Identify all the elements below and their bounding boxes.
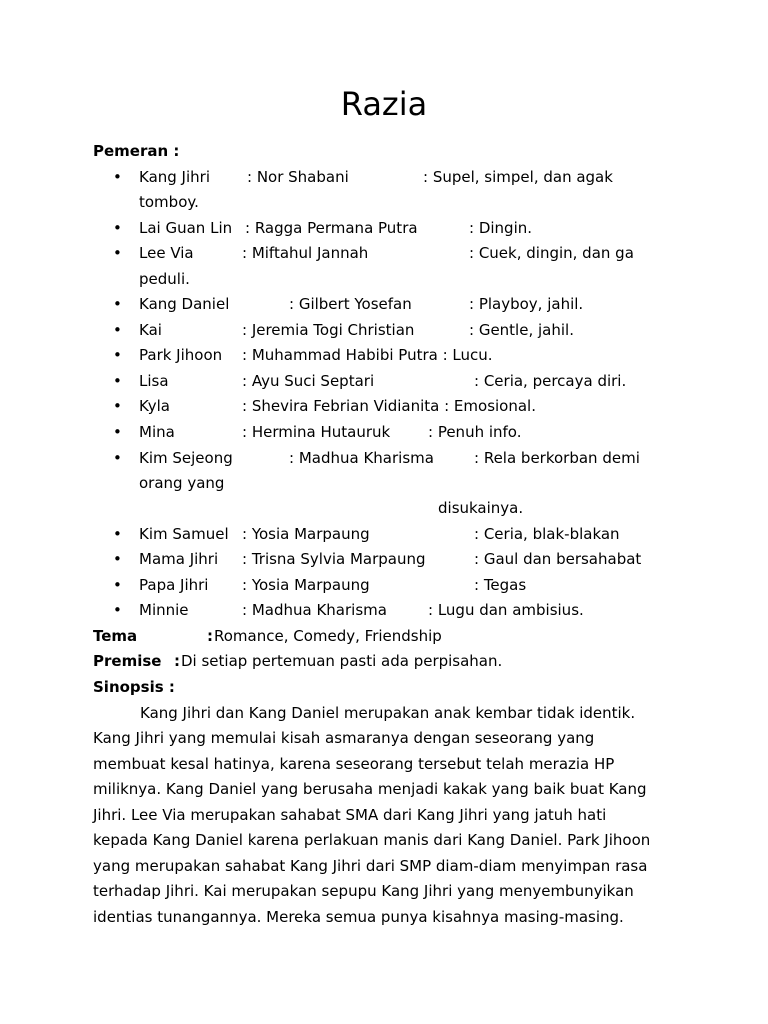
cast-role: Park Jihoon bbox=[139, 346, 223, 364]
bullet-icon: • bbox=[113, 244, 122, 262]
cast-actor: : Muhammad Habibi Putra : Lucu. bbox=[242, 346, 493, 364]
sinopsis-line: Kang Jihri yang memulai kisah asmaranya dengan seseorang yang bbox=[93, 729, 595, 747]
bullet-icon: • bbox=[113, 346, 122, 364]
sinopsis-line: yang merupakan sahabat Kang Jihri dari SMP diam-diam menyimpan rasa bbox=[93, 857, 648, 875]
cast-trait: : Penuh info. bbox=[428, 423, 522, 441]
premise-colon: : bbox=[174, 652, 180, 670]
bullet-icon: • bbox=[113, 372, 122, 390]
cast-trait-continued-2: disukainya. bbox=[438, 499, 524, 517]
cast-actor: : Jeremia Togi Christian bbox=[242, 321, 415, 339]
cast-role: Minnie bbox=[139, 601, 189, 619]
cast-trait-continued: peduli. bbox=[139, 270, 190, 288]
bullet-icon: • bbox=[113, 397, 122, 415]
premise-label: Premise bbox=[93, 652, 162, 670]
sinopsis-line: miliknya. Kang Daniel yang berusaha menjadi kakak yang baik buat Kang bbox=[93, 780, 647, 798]
sinopsis-line: Jihri. Lee Via merupakan sahabat SMA dari Kang Jihri yang jatuh hati bbox=[93, 806, 607, 824]
sinopsis-line: terhadap Jihri. Kai merupakan sepupu Kang Jihri yang menyembunyikan bbox=[93, 882, 634, 900]
cast-trait: : Supel, simpel, dan agak bbox=[423, 168, 613, 186]
sinopsis-line: identias tunangannya. Mereka semua punya kisahnya masing-masing. bbox=[93, 908, 624, 926]
bullet-icon: • bbox=[113, 219, 122, 237]
cast-heading: Pemeran : bbox=[93, 142, 180, 160]
sinopsis-line: membuat kesal hatinya, karena seseorang tersebut telah merazia HP bbox=[93, 755, 615, 773]
cast-actor: : Hermina Hutauruk bbox=[242, 423, 391, 441]
cast-role: Kang Jihri bbox=[139, 168, 210, 186]
cast-actor: : Nor Shabani bbox=[247, 168, 349, 186]
cast-trait: : Gaul dan bersahabat bbox=[474, 550, 642, 568]
cast-role: Kai bbox=[139, 321, 162, 339]
cast-trait: : Rela berkorban demi bbox=[474, 449, 640, 467]
bullet-icon: • bbox=[113, 423, 122, 441]
bullet-icon: • bbox=[113, 550, 122, 568]
cast-actor: : Trisna Sylvia Marpaung bbox=[242, 550, 426, 568]
sinopsis-line: kepada Kang Daniel karena perlakuan manis dari Kang Daniel. Park Jihoon bbox=[93, 831, 651, 849]
cast-actor: : Madhua Kharisma bbox=[242, 601, 387, 619]
cast-trait: : Playboy, jahil. bbox=[469, 295, 584, 313]
cast-trait: : Cuek, dingin, dan ga bbox=[469, 244, 634, 262]
cast-actor: : Shevira Febrian Vidianita : Emosional. bbox=[242, 397, 536, 415]
tema-value: Romance, Comedy, Friendship bbox=[214, 627, 442, 645]
premise-value: Di setiap pertemuan pasti ada perpisahan. bbox=[181, 652, 503, 670]
cast-actor: : Yosia Marpaung bbox=[242, 525, 370, 543]
cast-trait-continued: orang yang bbox=[139, 474, 225, 492]
cast-actor: : Ragga Permana Putra bbox=[245, 219, 418, 237]
cast-trait: : Gentle, jahil. bbox=[469, 321, 574, 339]
cast-role: Kim Sejeong bbox=[139, 449, 233, 467]
cast-role: Lee Via bbox=[139, 244, 194, 262]
bullet-icon: • bbox=[113, 449, 122, 467]
bullet-icon: • bbox=[113, 601, 122, 619]
cast-actor: : Madhua Kharisma bbox=[289, 449, 434, 467]
bullet-icon: • bbox=[113, 295, 122, 313]
tema-label: Tema bbox=[93, 627, 138, 645]
sinopsis-heading: Sinopsis : bbox=[93, 678, 175, 696]
bullet-icon: • bbox=[113, 525, 122, 543]
cast-role: Mama Jihri bbox=[139, 550, 219, 568]
bullet-icon: • bbox=[113, 576, 122, 594]
tema-colon: : bbox=[207, 627, 213, 645]
cast-role: Papa Jihri bbox=[139, 576, 209, 594]
cast-trait: : Dingin. bbox=[469, 219, 533, 237]
cast-actor: : Yosia Marpaung bbox=[242, 576, 370, 594]
cast-trait: : Tegas bbox=[474, 576, 527, 594]
cast-role: Kang Daniel bbox=[139, 295, 230, 313]
bullet-icon: • bbox=[113, 321, 122, 339]
document-title: Razia bbox=[340, 85, 428, 123]
cast-role: Kyla bbox=[139, 397, 170, 415]
cast-role: Lai Guan Lin bbox=[139, 219, 233, 237]
cast-trait: : Ceria, blak-blakan bbox=[474, 525, 620, 543]
cast-actor: : Gilbert Yosefan bbox=[289, 295, 412, 313]
cast-role: Lisa bbox=[139, 372, 169, 390]
cast-actor: : Miftahul Jannah bbox=[242, 244, 369, 262]
sinopsis-line: Kang Jihri dan Kang Daniel merupakan anak kembar tidak identik. bbox=[140, 704, 636, 722]
cast-trait: : Ceria, percaya diri. bbox=[474, 372, 627, 390]
bullet-icon: • bbox=[113, 168, 122, 186]
cast-role: Mina bbox=[139, 423, 175, 441]
cast-actor: : Ayu Suci Septari bbox=[242, 372, 375, 390]
cast-trait-continued: tomboy. bbox=[139, 193, 199, 211]
cast-role: Kim Samuel bbox=[139, 525, 229, 543]
cast-trait: : Lugu dan ambisius. bbox=[428, 601, 584, 619]
